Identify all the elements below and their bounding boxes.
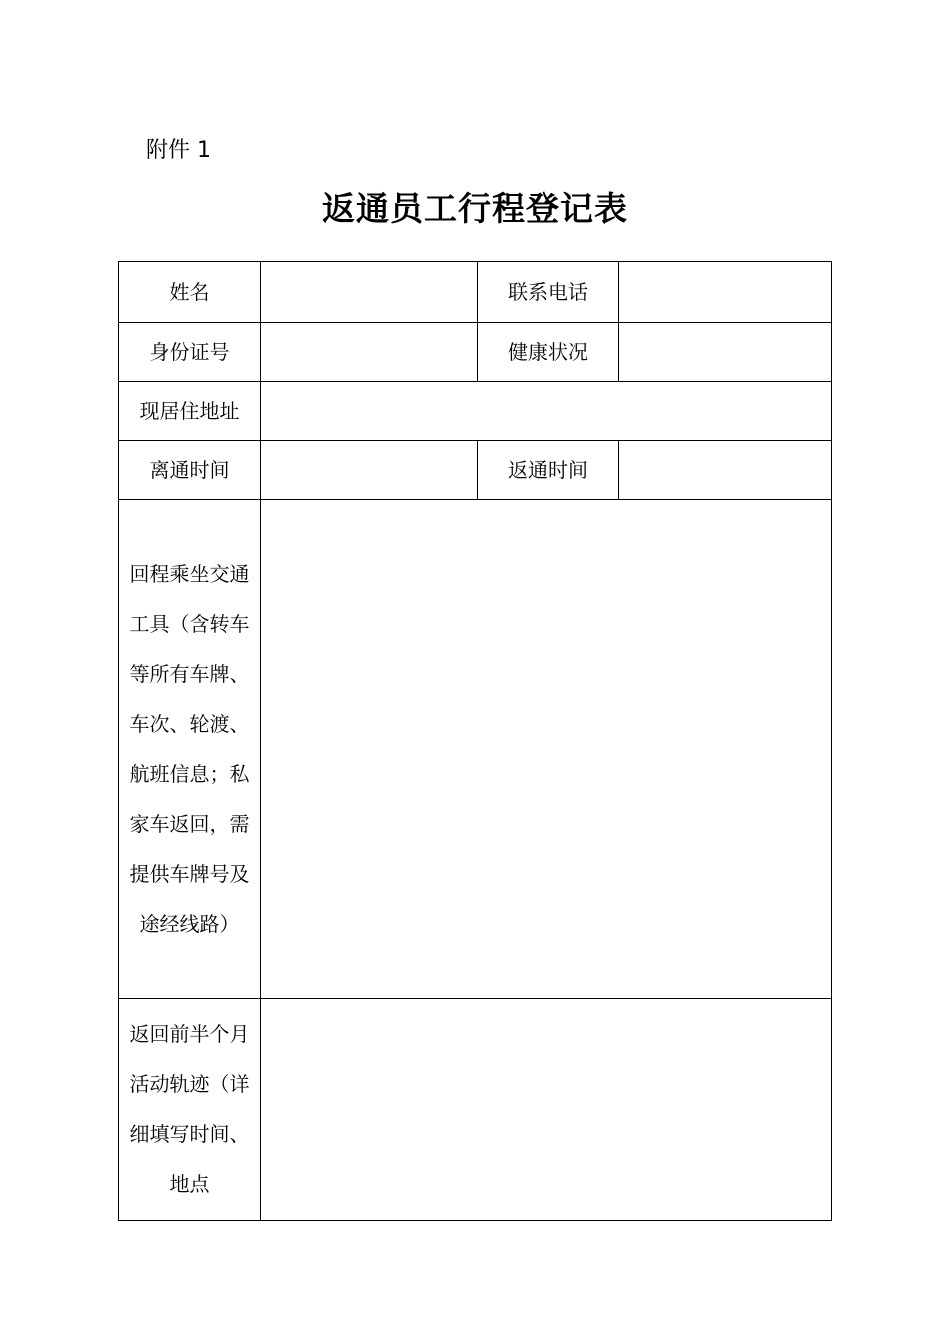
id-number-label: 身份证号 xyxy=(119,323,261,382)
table-row xyxy=(119,262,832,323)
table-row xyxy=(119,999,832,1221)
table-row xyxy=(119,382,832,441)
activity-label-cell xyxy=(119,999,261,1221)
transport-label-cell xyxy=(119,500,261,999)
attachment-label: 附件 1 xyxy=(146,138,211,163)
id-number-field[interactable] xyxy=(261,323,478,382)
table-row xyxy=(119,441,832,500)
table-row xyxy=(119,323,832,382)
address-field[interactable] xyxy=(261,382,832,441)
table-row xyxy=(119,500,832,999)
name-field[interactable] xyxy=(261,262,478,323)
activity-field[interactable] xyxy=(261,999,832,1221)
return-time-field[interactable] xyxy=(619,441,832,500)
phone-field[interactable] xyxy=(619,262,832,323)
leave-time-label: 离通时间 xyxy=(119,441,261,500)
return-time-label: 返通时间 xyxy=(478,441,619,500)
address-label: 现居住地址 xyxy=(119,382,261,441)
registration-form-table xyxy=(118,261,832,1221)
health-status-label: 健康状况 xyxy=(478,323,619,382)
leave-time-field[interactable] xyxy=(261,441,478,500)
transport-field[interactable] xyxy=(261,500,832,999)
name-label: 姓名 xyxy=(119,262,261,323)
activity-label: 返回前半个月活动轨迹（详细填写时间、地点 xyxy=(129,1022,250,1196)
page-title: 返通员工行程登记表 xyxy=(322,189,628,228)
transport-label: 回程乘坐交通工具（含转车等所有车牌、车次、轮渡、航班信息；私家车返回，需提供车牌号及途经线路） xyxy=(129,562,250,936)
health-status-field[interactable] xyxy=(619,323,832,382)
phone-label: 联系电话 xyxy=(478,262,619,323)
